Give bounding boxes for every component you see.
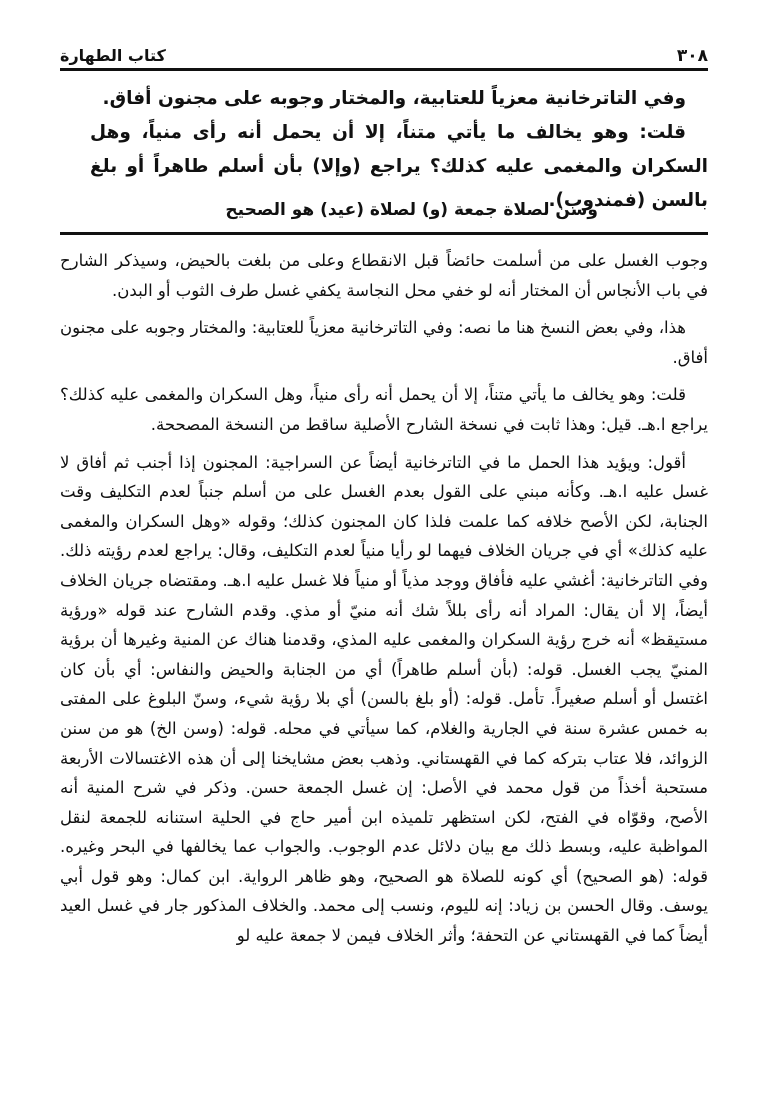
- sharh-commentary: [60, 246, 708, 951]
- running-head: [60, 46, 708, 71]
- sharh-paragraph-4: أقول: ويؤيد هذا الحمل ما في التاترخانية أيضاً عن السراجية: المجنون إذا أجنب ثم أفاق لا غسل عليه ا.هـ. وكأنه مبني على القول بعدم الغسل على من أسلم جنباً لعدم التكليف وقت الجنابة، لكن الأصح خلافه كما علمت فلذا كان المجنون كذلك؛ وقوله «وهل السكران والمغمى عليه كذلك» أي في جريان الخلاف فيهما لو رأيا منياً لعدم التكليف، وقال: يراجع لعدم رؤيته ذلك. وفي التاترخانية: أغشي عليه فأفاق ووجد مذياً أو منياً فلا غسل عليه ا.هـ. ومقتضاه جريان الخلاف أيضاً، إلا أن يقال: المراد أنه رأى بللاً شك أنه منيّ أو مذي. وقدم الشارح عند قوله «ورؤية مستيقظ» أنه خرج رؤية السكران والمغمى عليه المذي، وقدمنا هناك عن المنية وغيرها أن برؤية المنيّ يجب الغسل. قوله: (بأن أسلم طاهراً) أي من الجنابة والحيض والنفاس: أي بأن كان اغتسل أو أسلم صغيراً. تأمل. قوله: (أو بلغ بالسن) أي بلا رؤية شيء، وسنّ البلوغ على المفتى به خمس عشرة سنة في الجارية والغلام، كما سيأتي في محله. قوله: (وسن الخ) هو من سنن الزوائد، فلا عتاب بتركه كما في القهستاني. وذهب بعض مشايخنا إلى أن هذه الاغتسالات الأربعة مستحبة أخذاً من قول محمد في الأصل: إن غسل الجمعة حسن. وذكر في شرح المنية أنه الأصح، وقوّاه في الفتح، لكن استظهر تلميذه ابن أمير حاج في الحلية استنانه للجمعة لنقل المواظبة عليه، وبسط ذلك مع بيان دلائل عدم الوجوب. والجواب عما يخالفها في البحر وغيره. قوله: (هو الصحيح) أي كونه للصلاة هو الصحيح، وهو ظاهر الرواية. ابن كمال: وهو قول أبي يوسف. وقال الحسن بن زياد: إنه لليوم، ونسب إلى محمد. والخلاف المذكور جار في غسل العيد أيضاً كما في القهستاني عن التحفة؛ وأثر الخلاف فيمن لا جمعة عليه لو: [60, 452, 708, 946]
- sharh-paragraph-3: قلت: وهو يخالف ما يأتي متناً، إلا أن يحمل أنه رأى منياً، وهل السكران والمغمى عليه كذلك؟ يراجع ا.هـ. قيل: وهذا ثابت في نسخة الشارح الأصلية ساقط من النسخة المصححة.: [60, 385, 708, 434]
- book-title: كتاب الطهارة: [60, 46, 166, 65]
- book-page: [60, 0, 708, 1095]
- matn-heading-text: وسن لصلاة جمعة (و) لصلاة (عيد) هو الصحيح: [225, 200, 598, 220]
- sharh-paragraph-2: هذا، وفي بعض النسخ هنا ما نصه: وفي التاترخانية معزياً للعتابية: والمختار وجوبه على مجنون أفاق.: [60, 318, 708, 367]
- matn-heading: [60, 196, 708, 235]
- sharh-paragraph-1: وجوب الغسل على من أسلمت حائضاً قبل الانقطاع وعلى من بلغت بالحيض، وسيذكر الشارح في باب الأنجاس أن المختار أنه لو خفي محل النجاسة يكفي غسل طرف الثوب أو البدن.: [60, 251, 708, 300]
- matn-paragraph-2: قلت: وهو يخالف ما يأتي متناً، إلا أن يحمل أنه رأى منياً، وهل السكران والمغمى عليه كذلك؟ يراجع (وإلا) بأن أسلم طاهراً أو بلغ بالسن (فمندوب).: [90, 122, 708, 211]
- matn-paragraph-1: وفي التاترخانية معزياً للعتابية، والمختار وجوبه على مجنون أفاق.: [102, 88, 686, 109]
- page-number: ٣٠٨: [676, 46, 708, 66]
